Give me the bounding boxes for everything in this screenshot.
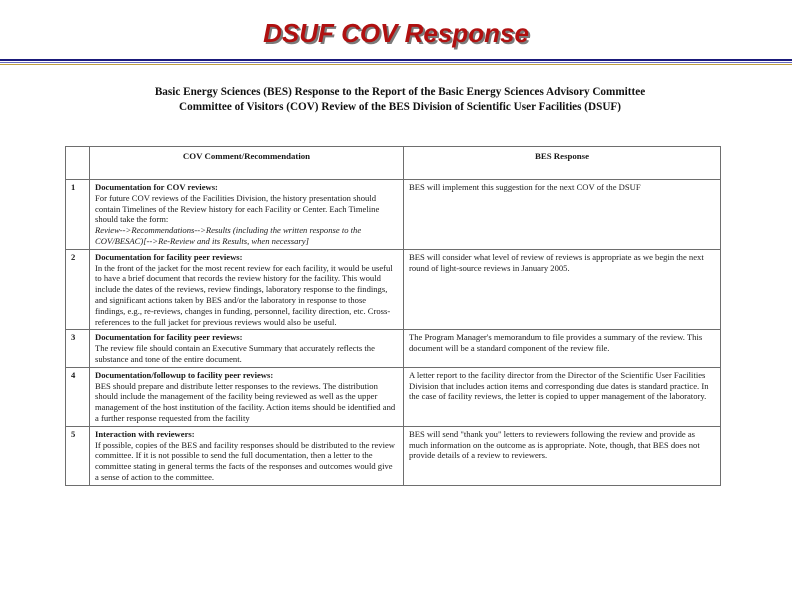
response-cell: BES will send "thank you" letters to reviewers following the review and provide as much information on the outcome as is appropriate. Note, though, that BES does not provide details of a review to reviewers. (404, 426, 721, 485)
response-cell: The Program Manager's memorandum to file provides a summary of the review. This document will be a standard component of the review file. (404, 330, 721, 367)
row-number: 4 (66, 367, 90, 426)
comment-body: If possible, copies of the BES and facility responses should be distributed to the review committee. If it is not possible to send the full documentation, then a letter to the committee stating in general terms the facts of the responses and outcomes would give a sense of action to the committee. (95, 439, 396, 482)
title-divider-accent (0, 62, 792, 63)
response-cell: BES will consider what level of review of reviews is appropriate as we begin the next round of light-source reviews in January 2005. (404, 249, 721, 330)
row-number: 5 (66, 426, 90, 485)
comment-heading: Interaction with reviewers: (95, 428, 195, 439)
column-header-number (66, 147, 90, 180)
comment-body: For future COV reviews of the Facilities Division, the history presentation should contain Timelines of the Review history for each Facility or Center. Each Timeline should take the form: (95, 192, 380, 225)
row-number: 3 (66, 330, 90, 367)
row-number: 1 (66, 180, 90, 250)
slide-title: DSUF COV Response (263, 18, 529, 48)
title-divider-gold (0, 64, 792, 65)
table-row (66, 330, 721, 367)
table-header-row (66, 147, 721, 180)
response-cell: BES will implement this suggestion for the next COV of the DSUF (404, 180, 721, 250)
table-row (66, 249, 721, 330)
comment-cell (90, 249, 404, 330)
table-row (66, 180, 721, 250)
table-row (66, 367, 721, 426)
comment-heading: Documentation for COV reviews: (95, 182, 218, 192)
response-cell: A letter report to the facility director from the Director of the Scientific User Facilities Division that includes action items and corresponding due dates is standard practice. In the case of facility reviews, the letter is copied to upper management of the laboratory. (404, 367, 721, 426)
column-header-comment: COV Comment/Recommendation (90, 147, 404, 180)
comment-cell (90, 426, 404, 485)
comment-heading: Documentation for facility peer reviews: (95, 332, 243, 343)
comment-italic: Review-->Recommendations-->Results (including the written response to the COV/BESAC)[-->Re-Review and its Results, when necessary] (95, 225, 362, 246)
comment-cell (90, 180, 404, 250)
column-header-response: BES Response (404, 147, 721, 180)
table-row (66, 426, 721, 485)
row-number: 2 (66, 249, 90, 330)
comment-heading: Documentation/followup to facility peer reviews: (95, 369, 274, 380)
document-heading-line2: Committee of Visitors (COV) Review of the BES Division of Scientific User Facilities (DSUF) (179, 101, 621, 113)
document-heading-line1: Basic Energy Sciences (BES) Response to the Report of the Basic Energy Sciences Advisory Committee (154, 86, 646, 98)
comment-cell (90, 367, 404, 426)
comment-body: BES should prepare and distribute letter responses to the reviews. The distribution should include the management of the facility being reviewed as well as the upper management of the host institution of the facility. Action items should be identified and a further response requested from the facility (95, 380, 396, 423)
title-divider (0, 59, 792, 61)
comment-heading: Documentation for facility peer reviews: (95, 251, 243, 262)
comment-body: In the front of the jacket for the most recent review for each facility, it would be useful to have a brief document that records the review history for the facility. This would include the dates of the reviews, review findings, laboratory response to the findings, and significant actions taken by BES and/or the laboratory in response to those findings, e.g., re-reviews, changes in funding, personnel, facility direction, etc. Cross-references to the full jacket for previous reviews would also be useful. (95, 262, 393, 327)
comment-body: The review file should contain an Executive Summary that accurately reflects the substance and tone of the entire document. (95, 343, 375, 364)
comment-cell (90, 330, 404, 367)
cov-response-table (65, 146, 721, 486)
